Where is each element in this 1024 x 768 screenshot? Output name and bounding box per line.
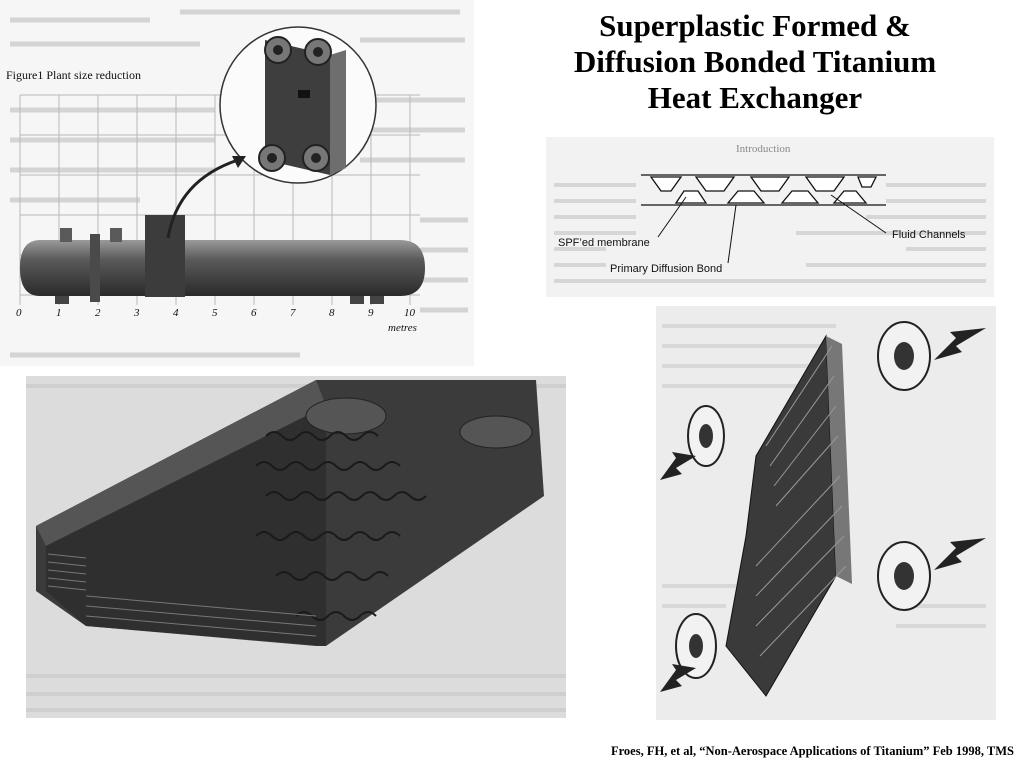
title-line-3: Heat Exchanger: [647, 80, 863, 115]
spf-membrane-label: SPF’ed membrane: [558, 237, 650, 249]
citation: Froes, FH, et al, “Non-Aerospace Applications of Titanium” Feb 1998, TMS: [610, 744, 1014, 758]
title-line-1: Superplastic Formed &: [599, 8, 911, 43]
scale-tick: 8: [329, 307, 335, 319]
primary-bond-label: Primary Diffusion Bond: [610, 263, 723, 275]
figure1-caption: Figure1 Plant size reduction: [6, 68, 141, 82]
scale-tick: 1: [56, 307, 62, 319]
scale-tick: 3: [134, 307, 140, 319]
fluid-channels-label: Fluid Channels: [892, 229, 966, 241]
scale-tick: 2: [95, 307, 101, 319]
scale-tick: 5: [212, 307, 218, 319]
scale-tick: 0: [16, 307, 22, 319]
scale-tick: 4: [173, 307, 179, 319]
membrane-channels: [641, 175, 886, 205]
heat-exchanger-cutaway-icon: [26, 376, 566, 718]
title-line-2: Diffusion Bonded Titanium: [573, 44, 937, 79]
scale-unit-label: metres: [388, 322, 417, 334]
compact-exchanger-icon: [259, 37, 346, 175]
slide-title: [540, 8, 970, 116]
cross-section-panel: [546, 137, 994, 297]
scale-tick: 9: [368, 307, 374, 319]
section-heading: Introduction: [736, 143, 791, 155]
exploded-panel: [656, 306, 996, 720]
scale-tick: 10: [404, 307, 415, 319]
scale-tick: 6: [251, 307, 257, 319]
scale-tick: 7: [290, 307, 296, 319]
exploded-heat-exchanger-icon: [656, 306, 996, 720]
figure1-panel: [0, 0, 474, 366]
cutaway-panel: [26, 376, 566, 718]
shell-and-tube-exchanger: [20, 215, 425, 304]
